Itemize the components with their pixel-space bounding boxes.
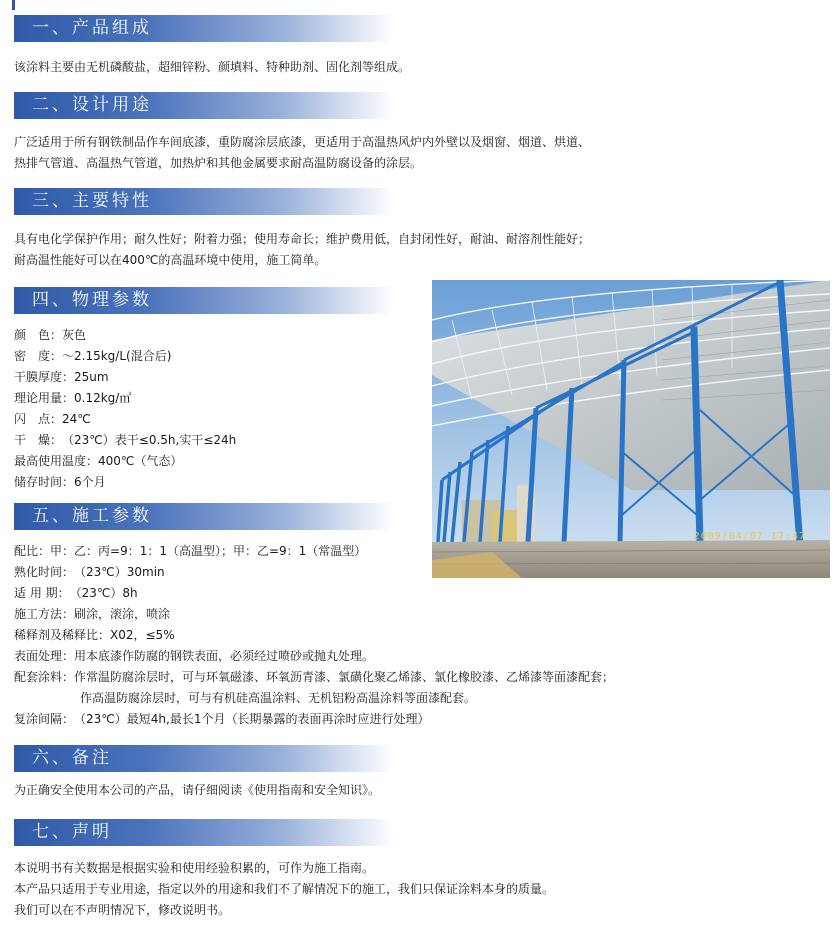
steel-structure-photo — [432, 280, 830, 578]
section-title: 七、声明 — [32, 822, 112, 842]
param-row: 表面处理：用本底漆作防腐的钢铁表面，必须经过喷砂或抛丸处理。 — [14, 649, 375, 663]
param-row: 干 燥：（23℃）表干≤0.5h,实干≤24h — [14, 433, 237, 447]
physical-params-list — [14, 325, 236, 493]
features-text: 具有电化学保护作用；耐久性好；附着力强；使用寿命长；维护费用低，自封闭性好，耐油、耐溶剂性能好； 耐高温性能好可以在400℃的高温环境中使用，施工简单。 — [14, 232, 591, 267]
param-row: 干膜厚度：25um — [14, 370, 109, 384]
composition-text: 该涂料主要由无机磷酸盐，超细锌粉、颜填料、特种助剂、固化剂等组成。 — [14, 60, 411, 74]
statement-text: 本说明书有关数据是根据实验和使用经验积累的，可作为施工指南。 本产品只适用于专业用途，指定以外的用途和我们不了解情况下的施工，我们只保证涂料本身的质量。 我们可以在不声明情况下，修改说明书。 — [14, 861, 555, 917]
section-header-application — [14, 503, 394, 530]
section-title: 二、设计用途 — [32, 95, 152, 115]
section-title: 三、主要特性 — [32, 191, 152, 211]
param-row: 稀释剂及稀释比：X02，≤5% — [14, 628, 175, 642]
section-header-composition — [14, 15, 394, 42]
param-row: 复涂间隔：（23℃）最短4h,最长1个月（长期暴露的表面再涂时应进行处理） — [14, 712, 430, 726]
param-row: 密 度：～2.15kg/L(混合后) — [14, 349, 172, 363]
photo-timestamp: 2009/04/07 17:47 — [693, 531, 806, 542]
section-title: 一、产品组成 — [32, 18, 152, 38]
param-row: 配套涂料：作常温防腐涂层时，可与环氧磁漆、环氧沥青漆、氯磺化聚乙烯漆、氯化橡胶漆、乙烯漆等面漆配套； — [14, 670, 615, 684]
section-title: 四、物理参数 — [32, 290, 152, 310]
top-accent-bar — [12, 0, 15, 10]
param-row-continuation: 作高温防腐涂层时，可与有机硅高温涂料、无机铝粉高温涂料等面漆配套。 — [80, 691, 477, 705]
usage-text: 广泛适用于所有钢铁制品作车间底漆，重防腐涂层底漆，更适用于高温热风炉内外壁以及烟窗、烟道、烘道、 热排气管道、高温热气管道，加热炉和其他金属要求耐高温防腐设备的涂层。 — [14, 135, 591, 170]
param-row: 适 用 期：（23℃）8h — [14, 586, 138, 600]
param-row: 最高使用温度：400℃（气态） — [14, 454, 183, 468]
section-header-features — [14, 188, 394, 215]
application-params-list — [14, 541, 614, 730]
section-header-physical — [14, 287, 394, 314]
remarks-text: 为正确安全使用本公司的产品，请仔细阅读《使用指南和安全知识》。 — [14, 783, 381, 797]
param-row: 储存时间：6个月 — [14, 475, 106, 489]
param-row: 熟化时间：（23℃）30min — [14, 565, 165, 579]
section-header-usage — [14, 92, 394, 119]
section-header-statement — [14, 819, 394, 846]
param-row: 闪 点：24℃ — [14, 412, 91, 426]
section-title: 六、备注 — [32, 748, 112, 768]
param-row: 施工方法：刷涂，滚涂，喷涂 — [14, 607, 171, 621]
param-row: 理论用量：0.12kg/㎡ — [14, 391, 132, 405]
param-row: 颜 色：灰色 — [14, 328, 87, 342]
section-header-remarks — [14, 745, 394, 772]
param-row: 配比：甲：乙：丙=9：1：1（高温型）；甲：乙=9：1（常温型） — [14, 544, 367, 558]
section-title: 五、施工参数 — [32, 506, 152, 526]
